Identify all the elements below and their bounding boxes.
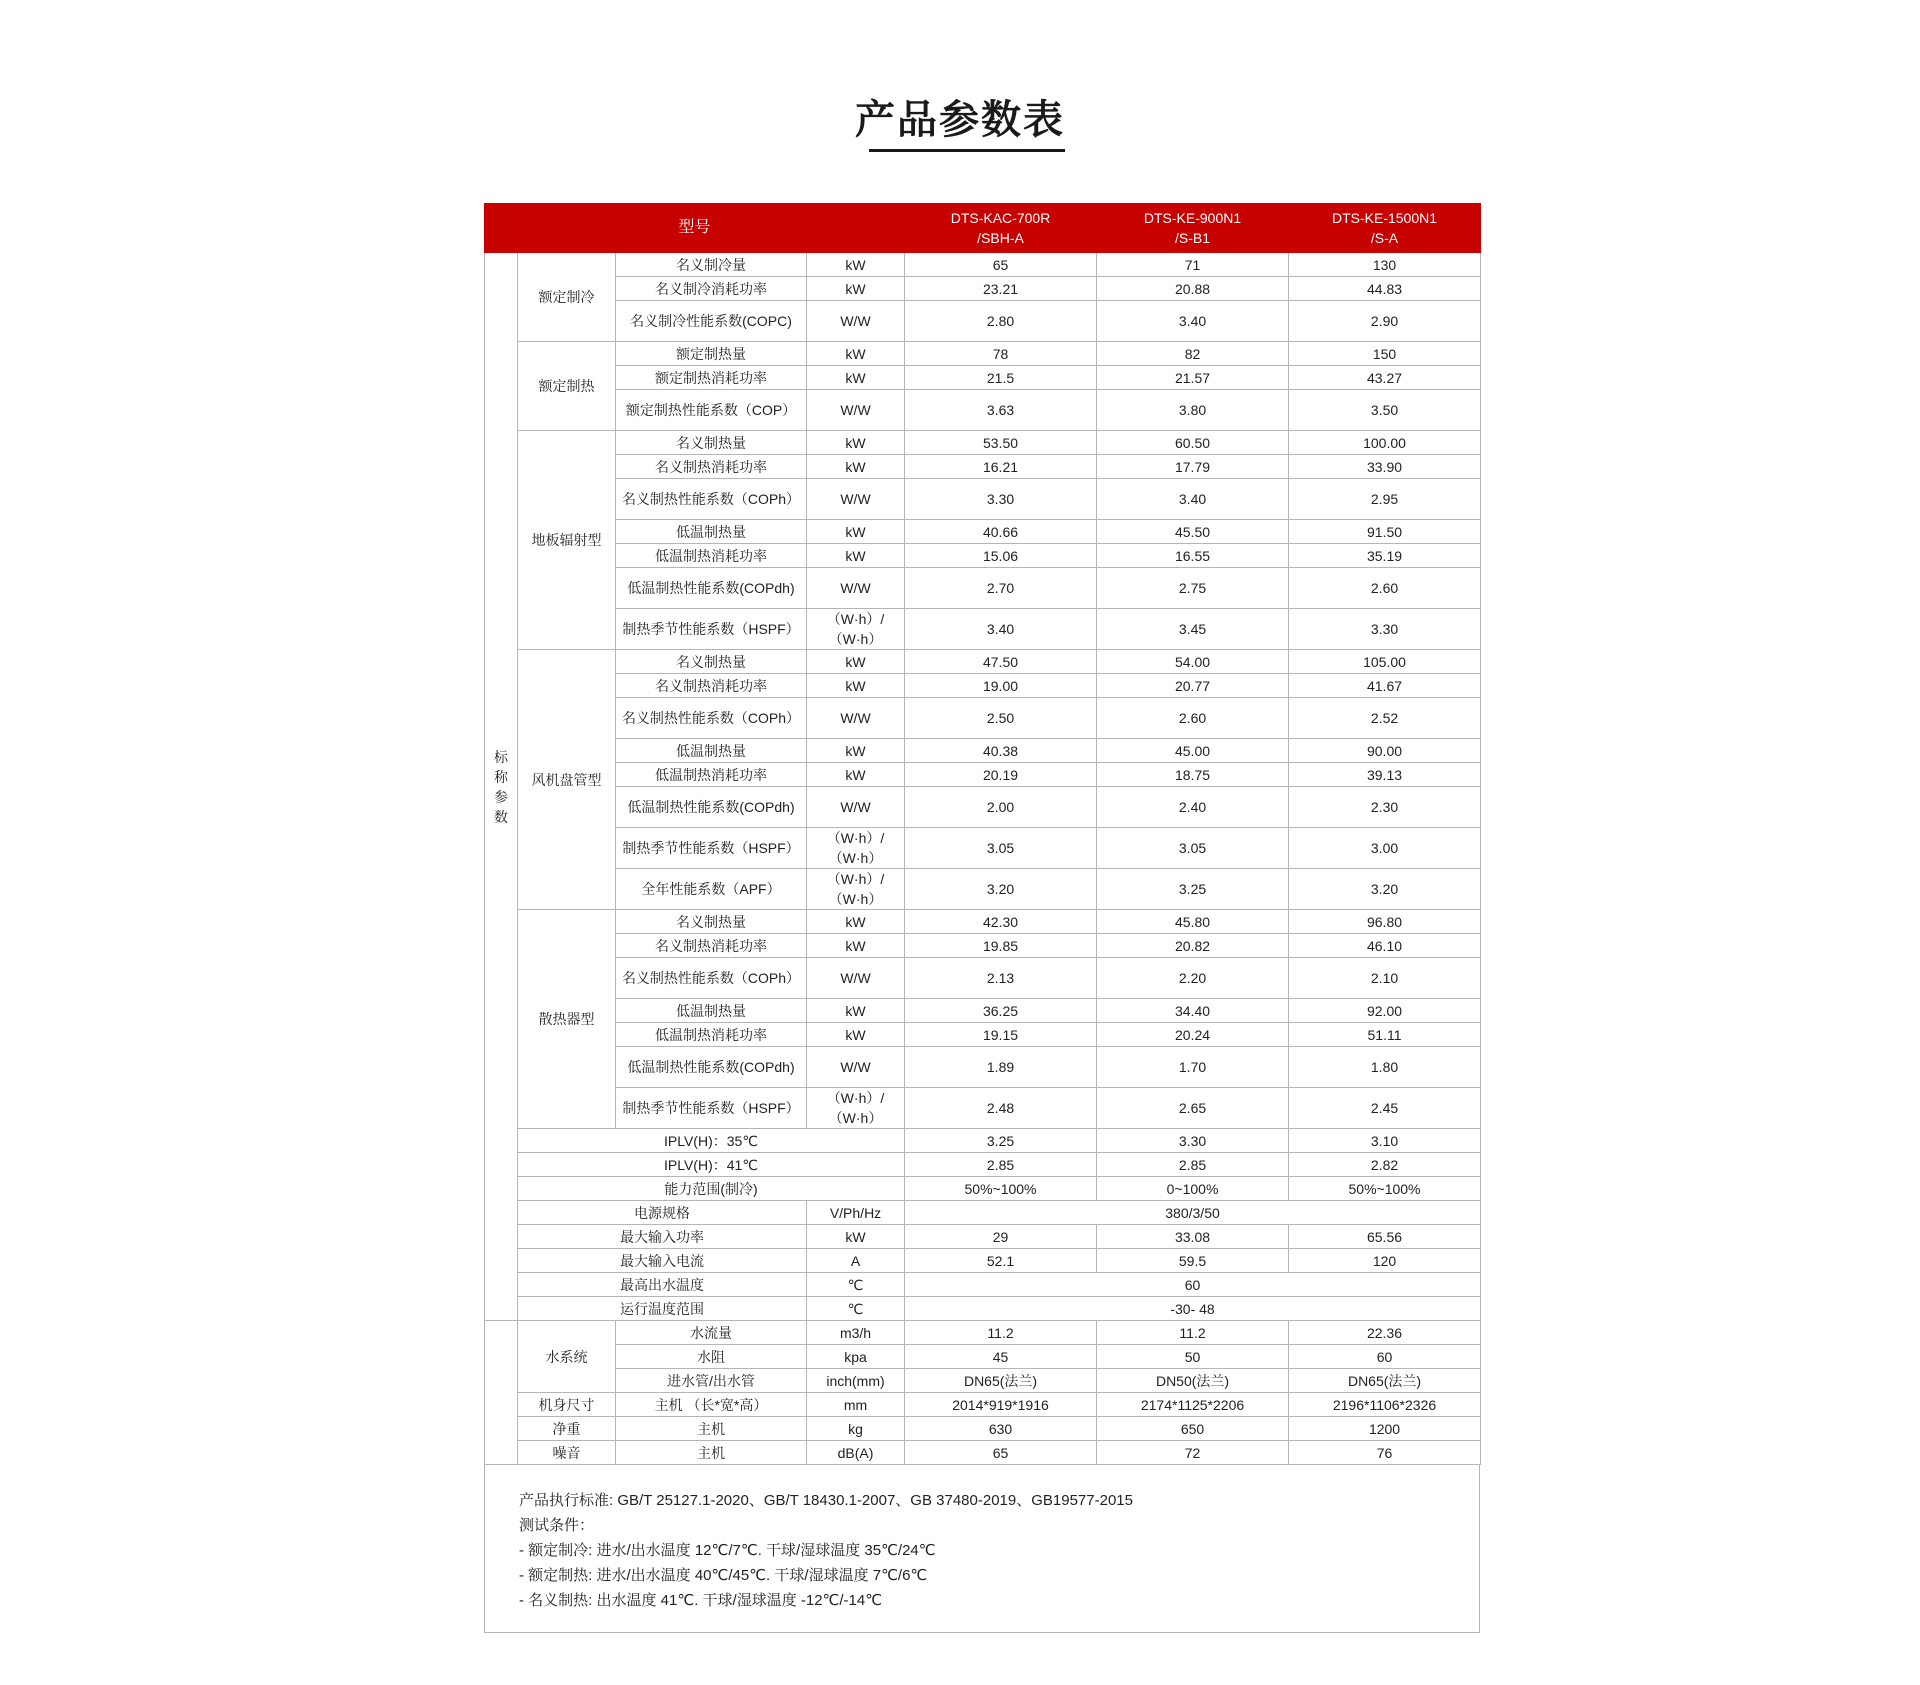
summary-value-2: 2.85: [1097, 1153, 1289, 1177]
param-unit: kW: [807, 934, 905, 958]
param-value-1: 40.66: [905, 520, 1097, 544]
param-value-2: 16.55: [1097, 544, 1289, 568]
param-value-3: 44.83: [1289, 277, 1481, 301]
section-label-char: 称: [494, 768, 508, 785]
param-value-1: 36.25: [905, 999, 1097, 1023]
param-name: 低温制热性能系数(COPdh): [616, 568, 807, 609]
param-unit: W/W: [807, 698, 905, 739]
param-value-3: 96.80: [1289, 910, 1481, 934]
table-row: [485, 479, 1481, 520]
param-value-3: 33.90: [1289, 455, 1481, 479]
param-value-2: 45.80: [1097, 910, 1289, 934]
spec-unit: A: [807, 1249, 905, 1273]
param-value-2: 2174*1125*2206: [1097, 1393, 1289, 1417]
spec-label: 最大输入电流: [518, 1249, 807, 1273]
section-label-char: 数: [494, 808, 508, 825]
summary-label: IPLV(H)：35℃: [518, 1129, 905, 1153]
spec-table: [484, 203, 1481, 1465]
param-name: 名义制热消耗功率: [616, 674, 807, 698]
param-unit: m3/h: [807, 1321, 905, 1345]
param-unit: mm: [807, 1393, 905, 1417]
param-value-1: 2.48: [905, 1088, 1097, 1129]
param-value-2: 2.60: [1097, 698, 1289, 739]
param-unit: kW: [807, 674, 905, 698]
param-name: 名义制热量: [616, 650, 807, 674]
param-name: 水流量: [616, 1321, 807, 1345]
table-row: [485, 958, 1481, 999]
section-label-char: 参: [494, 788, 508, 805]
note-line: - 名义制热: 出水温度 41℃. 干球/湿球温度 -12℃/-14℃: [519, 1592, 883, 1609]
param-value-1: 3.63: [905, 390, 1097, 431]
param-unit: W/W: [807, 568, 905, 609]
param-value-3: 3.00: [1289, 828, 1481, 869]
param-unit: kW: [807, 277, 905, 301]
summary-value-2: 3.30: [1097, 1129, 1289, 1153]
param-name: 低温制热消耗功率: [616, 763, 807, 787]
param-value-2: 3.45: [1097, 609, 1289, 650]
spec-value-merged: -30- 48: [905, 1297, 1481, 1321]
summary-value-3: 3.10: [1289, 1129, 1481, 1153]
param-value-3: 60: [1289, 1345, 1481, 1369]
table-row: [485, 1345, 1481, 1369]
spec-unit: ℃: [807, 1273, 905, 1297]
param-value-3: 130: [1289, 253, 1481, 277]
param-unit: W/W: [807, 479, 905, 520]
param-value-2: 20.77: [1097, 674, 1289, 698]
param-unit: kW: [807, 910, 905, 934]
param-unit: kW: [807, 431, 905, 455]
param-unit: W/W: [807, 301, 905, 342]
param-value-2: 3.40: [1097, 301, 1289, 342]
summary-value-2: 0~100%: [1097, 1177, 1289, 1201]
param-unit: （W·h）/（W·h）: [807, 609, 905, 650]
table-row: [485, 739, 1481, 763]
param-value-1: 2.50: [905, 698, 1097, 739]
spec-value-merged: 60: [905, 1273, 1481, 1297]
param-value-1: 65: [905, 253, 1097, 277]
param-unit: kW: [807, 739, 905, 763]
param-value-3: 90.00: [1289, 739, 1481, 763]
param-name: 低温制热消耗功率: [616, 1023, 807, 1047]
param-unit: kW: [807, 455, 905, 479]
param-unit: kW: [807, 544, 905, 568]
table-row: [485, 999, 1481, 1023]
param-value-1: 42.30: [905, 910, 1097, 934]
param-name: 进水管/出水管: [616, 1369, 807, 1393]
param-value-2: 20.82: [1097, 934, 1289, 958]
table-row: [485, 1023, 1481, 1047]
param-name: 制热季节性能系数（HSPF）: [616, 1088, 807, 1129]
param-value-3: 92.00: [1289, 999, 1481, 1023]
spec-unit: kW: [807, 1225, 905, 1249]
param-value-3: 43.27: [1289, 366, 1481, 390]
param-value-2: 1.70: [1097, 1047, 1289, 1088]
param-value-2: 3.05: [1097, 828, 1289, 869]
param-value-3: 2.30: [1289, 787, 1481, 828]
table-row: [485, 390, 1481, 431]
table-row: [485, 1393, 1481, 1417]
param-value-1: 21.5: [905, 366, 1097, 390]
table-row: [485, 869, 1481, 910]
summary-value-1: 50%~100%: [905, 1177, 1097, 1201]
group-label: 噪音: [518, 1441, 616, 1465]
table-row: [485, 1417, 1481, 1441]
param-name: 名义制热消耗功率: [616, 934, 807, 958]
table-row: [485, 1369, 1481, 1393]
spec-unit: ℃: [807, 1297, 905, 1321]
param-name: 额定制热量: [616, 342, 807, 366]
table-row: [485, 568, 1481, 609]
param-value-1: 11.2: [905, 1321, 1097, 1345]
param-name: 低温制热性能系数(COPdh): [616, 787, 807, 828]
param-value-2: 11.2: [1097, 1321, 1289, 1345]
param-value-3: 35.19: [1289, 544, 1481, 568]
param-unit: W/W: [807, 1047, 905, 1088]
param-unit: （W·h）/（W·h）: [807, 828, 905, 869]
model-header-1: [905, 204, 1097, 253]
page-title: 产品参数表: [855, 97, 1065, 143]
model-header-2: [1097, 204, 1289, 253]
section-label-char: 标: [494, 748, 508, 765]
param-value-1: 40.38: [905, 739, 1097, 763]
table-row: [485, 1129, 1481, 1153]
param-value-3: 91.50: [1289, 520, 1481, 544]
spec-label: 最大输入功率: [518, 1225, 807, 1249]
param-name: 制热季节性能系数（HSPF）: [616, 828, 807, 869]
param-value-1: 15.06: [905, 544, 1097, 568]
param-value-3: 76: [1289, 1441, 1481, 1465]
param-name: 名义制冷量: [616, 253, 807, 277]
table-row: [485, 650, 1481, 674]
param-value-2: 34.40: [1097, 999, 1289, 1023]
spec-value-1: 29: [905, 1225, 1097, 1249]
spec-label: 最高出水温度: [518, 1273, 807, 1297]
param-value-1: 47.50: [905, 650, 1097, 674]
param-value-3: 3.30: [1289, 609, 1481, 650]
table-row: [485, 910, 1481, 934]
table-row: [485, 342, 1481, 366]
spec-value-2: 33.08: [1097, 1225, 1289, 1249]
param-name: 主机 （长*宽*高）: [616, 1393, 807, 1417]
param-name: 主机: [616, 1441, 807, 1465]
group-label: 额定制热: [518, 342, 616, 431]
param-value-2: 3.40: [1097, 479, 1289, 520]
table-row: [485, 787, 1481, 828]
param-name: 低温制热量: [616, 520, 807, 544]
param-value-2: 54.00: [1097, 650, 1289, 674]
param-value-3: 3.20: [1289, 869, 1481, 910]
param-value-3: DN65(法兰): [1289, 1369, 1481, 1393]
param-value-3: 105.00: [1289, 650, 1481, 674]
param-name: 水阻: [616, 1345, 807, 1369]
param-value-3: 2.90: [1289, 301, 1481, 342]
model-name-line2: /S-A: [1370, 230, 1399, 246]
group-label: 额定制冷: [518, 253, 616, 342]
param-value-3: 2196*1106*2326: [1289, 1393, 1481, 1417]
param-value-1: 2.00: [905, 787, 1097, 828]
param-unit: W/W: [807, 390, 905, 431]
param-value-2: DN50(法兰): [1097, 1369, 1289, 1393]
param-value-2: 650: [1097, 1417, 1289, 1441]
title-underline: [869, 149, 1065, 152]
param-value-3: 1200: [1289, 1417, 1481, 1441]
param-value-3: 2.10: [1289, 958, 1481, 999]
table-row: [485, 1047, 1481, 1088]
param-value-2: 82: [1097, 342, 1289, 366]
param-value-1: 2014*919*1916: [905, 1393, 1097, 1417]
param-value-3: 22.36: [1289, 1321, 1481, 1345]
param-value-1: 19.00: [905, 674, 1097, 698]
param-unit: kW: [807, 366, 905, 390]
param-value-1: 3.30: [905, 479, 1097, 520]
table-row: [485, 1088, 1481, 1129]
param-value-3: 2.45: [1289, 1088, 1481, 1129]
param-unit: W/W: [807, 958, 905, 999]
model-header-3: [1289, 204, 1481, 253]
model-label: 型号: [485, 204, 905, 253]
power-supply-value: 380/3/50: [905, 1201, 1481, 1225]
table-row: [485, 828, 1481, 869]
param-value-1: 53.50: [905, 431, 1097, 455]
table-row: [485, 520, 1481, 544]
param-unit: kpa: [807, 1345, 905, 1369]
param-name: 全年性能系数（APF）: [616, 869, 807, 910]
param-value-1: 3.40: [905, 609, 1097, 650]
param-value-2: 20.24: [1097, 1023, 1289, 1047]
table-row: [485, 1177, 1481, 1201]
power-supply-unit: V/Ph/Hz: [807, 1201, 905, 1225]
table-row: [485, 253, 1481, 277]
table-row: [485, 698, 1481, 739]
param-value-1: 78: [905, 342, 1097, 366]
param-value-2: 50: [1097, 1345, 1289, 1369]
header-row: [485, 204, 1481, 253]
param-name: 制热季节性能系数（HSPF）: [616, 609, 807, 650]
param-value-1: 45: [905, 1345, 1097, 1369]
param-value-1: 1.89: [905, 1047, 1097, 1088]
param-unit: kW: [807, 763, 905, 787]
group-label: 风机盘管型: [518, 650, 616, 910]
table-row: [485, 366, 1481, 390]
section-label-nominal: [485, 253, 518, 1321]
notes-list: [519, 1488, 1133, 1613]
section-label-other: [485, 1321, 518, 1465]
table-row: [485, 544, 1481, 568]
param-unit: inch(mm): [807, 1369, 905, 1393]
param-name: 名义制热性能系数（COPh）: [616, 698, 807, 739]
table-row: [485, 277, 1481, 301]
param-name: 低温制热量: [616, 999, 807, 1023]
table-row: [485, 1273, 1481, 1297]
param-value-3: 41.67: [1289, 674, 1481, 698]
param-value-1: 2.70: [905, 568, 1097, 609]
param-name: 低温制热性能系数(COPdh): [616, 1047, 807, 1088]
summary-value-3: 2.82: [1289, 1153, 1481, 1177]
param-name: 额定制热消耗功率: [616, 366, 807, 390]
param-value-2: 2.65: [1097, 1088, 1289, 1129]
param-unit: W/W: [807, 787, 905, 828]
param-unit: dB(A): [807, 1441, 905, 1465]
param-value-3: 3.50: [1289, 390, 1481, 431]
param-name: 名义制冷性能系数(COPC): [616, 301, 807, 342]
param-value-2: 45.00: [1097, 739, 1289, 763]
model-name-line1: DTS-KE-900N1: [1143, 210, 1242, 226]
param-value-2: 45.50: [1097, 520, 1289, 544]
power-supply-label: 电源规格: [518, 1201, 807, 1225]
param-value-1: 3.20: [905, 869, 1097, 910]
table-row: [485, 763, 1481, 787]
model-name-line1: DTS-KE-1500N1: [1331, 210, 1438, 226]
spec-value-1: 52.1: [905, 1249, 1097, 1273]
group-label: 散热器型: [518, 910, 616, 1129]
table-row: [485, 1321, 1481, 1345]
summary-value-1: 3.25: [905, 1129, 1097, 1153]
param-unit: （W·h）/（W·h）: [807, 1088, 905, 1129]
note-line: - 额定制冷: 进水/出水温度 12℃/7℃. 干球/湿球温度 35℃/24℃: [519, 1542, 936, 1559]
table-row: [485, 455, 1481, 479]
param-unit: kW: [807, 650, 905, 674]
table-row: [485, 609, 1481, 650]
param-unit: kW: [807, 1023, 905, 1047]
table-row: [485, 674, 1481, 698]
param-value-1: 20.19: [905, 763, 1097, 787]
group-label: 净重: [518, 1417, 616, 1441]
summary-value-1: 2.85: [905, 1153, 1097, 1177]
param-name: 额定制热性能系数（COP）: [616, 390, 807, 431]
param-value-3: 46.10: [1289, 934, 1481, 958]
param-value-2: 2.40: [1097, 787, 1289, 828]
param-value-3: 2.52: [1289, 698, 1481, 739]
param-value-1: DN65(法兰): [905, 1369, 1097, 1393]
param-value-3: 51.11: [1289, 1023, 1481, 1047]
param-value-1: 23.21: [905, 277, 1097, 301]
table-row: [485, 1225, 1481, 1249]
param-value-2: 2.20: [1097, 958, 1289, 999]
group-label: 机身尺寸: [518, 1393, 616, 1417]
spec-value-3: 120: [1289, 1249, 1481, 1273]
param-name: 名义制热量: [616, 431, 807, 455]
summary-value-3: 50%~100%: [1289, 1177, 1481, 1201]
param-value-3: 150: [1289, 342, 1481, 366]
table-row: [485, 1201, 1481, 1225]
model-name-line1: DTS-KAC-700R: [950, 210, 1051, 226]
model-name-line2: /S-B1: [1175, 230, 1211, 246]
group-label: 地板辐射型: [518, 431, 616, 650]
note-line: 产品执行标准: GB/T 25127.1-2020、GB/T 18430.1-2007、GB 37480-2019、GB19577-2015: [519, 1492, 1133, 1509]
param-value-2: 20.88: [1097, 277, 1289, 301]
param-value-2: 17.79: [1097, 455, 1289, 479]
group-label-water: 水系统: [518, 1321, 616, 1393]
spec-value-2: 59.5: [1097, 1249, 1289, 1273]
param-unit: kW: [807, 520, 905, 544]
param-value-3: 2.60: [1289, 568, 1481, 609]
param-value-3: 100.00: [1289, 431, 1481, 455]
note-line: 测试条件：: [519, 1517, 595, 1534]
param-name: 名义制冷消耗功率: [616, 277, 807, 301]
table-row: [485, 1441, 1481, 1465]
param-name: 低温制热量: [616, 739, 807, 763]
table-row: [485, 431, 1481, 455]
param-name: 名义制热性能系数（COPh）: [616, 479, 807, 520]
table-row: [485, 1249, 1481, 1273]
param-value-2: 72: [1097, 1441, 1289, 1465]
summary-label: IPLV(H)：41℃: [518, 1153, 905, 1177]
param-unit: kW: [807, 999, 905, 1023]
param-name: 名义制热量: [616, 910, 807, 934]
param-unit: kW: [807, 342, 905, 366]
param-value-3: 39.13: [1289, 763, 1481, 787]
param-name: 名义制热性能系数（COPh）: [616, 958, 807, 999]
param-value-1: 19.85: [905, 934, 1097, 958]
param-value-1: 19.15: [905, 1023, 1097, 1047]
param-value-1: 2.80: [905, 301, 1097, 342]
param-value-1: 630: [905, 1417, 1097, 1441]
param-value-2: 3.25: [1097, 869, 1289, 910]
param-unit: （W·h）/（W·h）: [807, 869, 905, 910]
param-value-2: 21.57: [1097, 366, 1289, 390]
table-row: [485, 1297, 1481, 1321]
note-line: - 额定制热: 进水/出水温度 40℃/45℃. 干球/湿球温度 7℃/6℃: [519, 1567, 928, 1584]
param-value-3: 2.95: [1289, 479, 1481, 520]
param-value-1: 3.05: [905, 828, 1097, 869]
param-value-2: 2.75: [1097, 568, 1289, 609]
notes-box: [484, 1465, 1480, 1633]
spec-value-3: 65.56: [1289, 1225, 1481, 1249]
param-unit: kW: [807, 253, 905, 277]
param-value-2: 3.80: [1097, 390, 1289, 431]
param-unit: kg: [807, 1417, 905, 1441]
table-row: [485, 301, 1481, 342]
param-name: 低温制热消耗功率: [616, 544, 807, 568]
param-value-2: 60.50: [1097, 431, 1289, 455]
param-name: 名义制热消耗功率: [616, 455, 807, 479]
table-row: [485, 1153, 1481, 1177]
summary-label: 能力范围(制冷): [518, 1177, 905, 1201]
param-value-1: 2.13: [905, 958, 1097, 999]
param-value-1: 65: [905, 1441, 1097, 1465]
param-name: 主机: [616, 1417, 807, 1441]
param-value-2: 71: [1097, 253, 1289, 277]
spec-label: 运行温度范围: [518, 1297, 807, 1321]
table-row: [485, 934, 1481, 958]
param-value-3: 1.80: [1289, 1047, 1481, 1088]
param-value-2: 18.75: [1097, 763, 1289, 787]
param-value-1: 16.21: [905, 455, 1097, 479]
model-name-line2: /SBH-A: [977, 230, 1024, 246]
